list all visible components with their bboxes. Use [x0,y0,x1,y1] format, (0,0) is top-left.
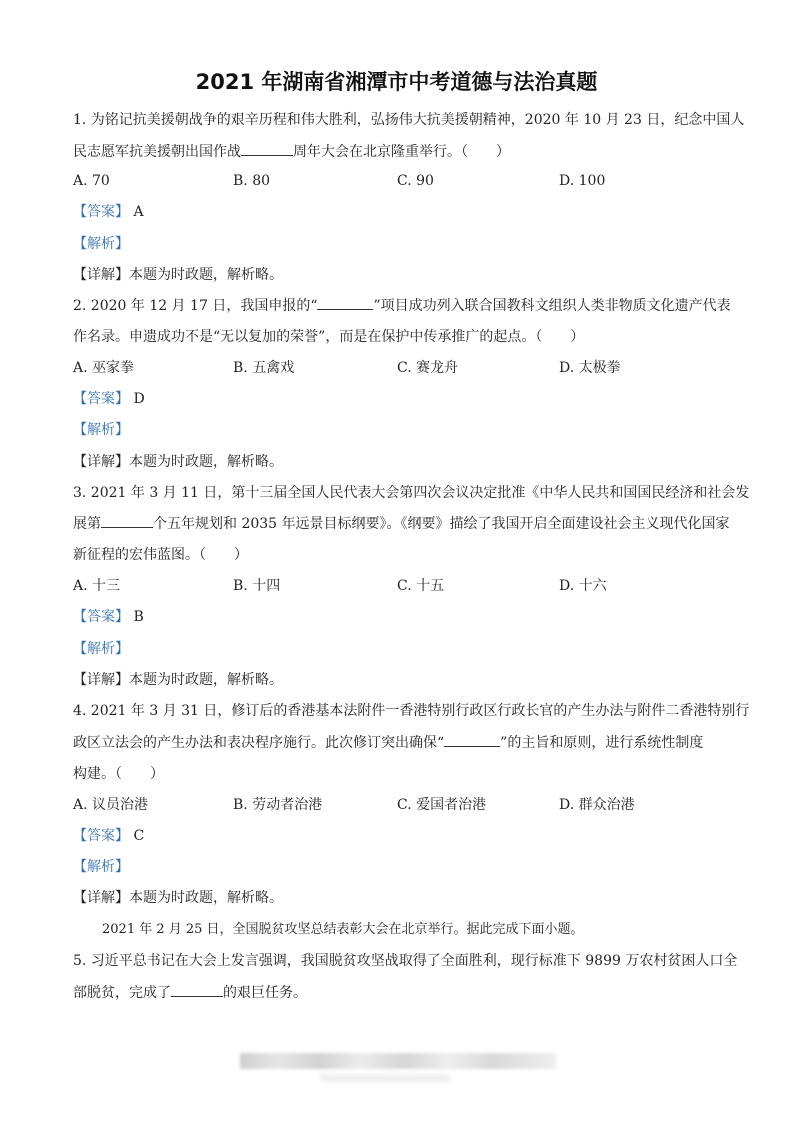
q4-stem-line-2: 政区立法会的产生办法和表决程序施行。此次修订突出确保“ ”的主旨和原则，进行系统性制度 [73,735,704,751]
q4-option-b: B. 劳动者治港 [233,797,323,813]
fill-blank [171,983,223,997]
q1-option-c: C. 90 [397,173,434,189]
fill-blank [241,142,293,156]
q1-option-d: D. 100 [559,173,606,189]
q5-stem-line-2: 部脱贫，完成了 的艰巨任务。 [73,985,307,1001]
q2-detail: 【详解】本题为时政题，解析略。 [73,454,283,470]
q2-analysis: 【解析】 [73,422,129,438]
q1-stem-line-2: 民志愿军抗美援朝出国作战 周年大会在北京隆重举行。（ ） [73,144,510,160]
q4-stem-line-1: 4. 2021 年 3 月 31 日，修订后的香港基本法附件一香港特别行政区行政长官的产生办法与附件二香港特别行 [73,703,750,719]
fill-blank [101,514,153,528]
blurred-footer-secondary [320,1074,450,1082]
fill-blank [444,733,500,747]
q3-stem-line-2: 展第 个五年规划和 2035 年远景目标纲要》。《纲要》描绘了我国开启全面建设社会主义现代化国家 [73,516,730,532]
q1-analysis: 【解析】 [73,236,129,252]
q1-option-a: A. 70 [73,173,110,189]
q3-stem-line-3: 新征程的宏伟蓝图。（ ） [73,547,248,563]
q2-stem-line-2: 作名录。申遗成功不是“无以复加的荣誉”，而是在保护中传承推广的起点。（ ） [73,329,585,345]
q3-stem-line-1: 3. 2021 年 3 月 11 日，第十三届全国人民代表大会第四次会议决定批准《中华人民共和国国民经济和社会发 [73,485,750,501]
q1-stem-line-1: 1. 为铭记抗美援朝战争的艰辛历程和伟大胜利，弘扬伟大抗美援朝精神，2020 年 10 月 23 日，纪念中国人 [73,112,745,128]
group-intro: 2021 年 2 月 25 日，全国脱贫攻坚总结表彰大会在北京举行。据此完成下面小题。 [102,922,584,937]
q3-answer: 【答案】 B [73,609,144,625]
q2-answer: 【答案】 D [73,391,145,407]
q1-option-b: B. 80 [233,173,271,189]
q3-option-c: C. 十五 [397,578,445,594]
q3-analysis: 【解析】 [73,641,129,657]
q3-detail: 【详解】本题为时政题，解析略。 [73,672,283,688]
q4-answer: 【答案】 C [73,828,145,844]
q2-stem-line-1: 2. 2020 年 12 月 17 日，我国申报的“ ”项目成功列入联合国教科文组织人类非物质文化遗产代表 [73,298,731,314]
fill-blank [317,296,373,310]
q4-stem-line-3: 构建。（ ） [73,766,164,782]
page-title: 2021 年湖南省湘潭市中考道德与法治真题 [195,70,598,94]
q1-detail: 【详解】本题为时政题，解析略。 [73,267,283,283]
q3-option-b: B. 十四 [233,578,281,594]
blurred-footer [240,1053,556,1069]
q2-option-a: A. 巫家拳 [73,360,135,376]
q4-option-d: D. 群众治港 [559,797,635,813]
q3-option-d: D. 十六 [559,578,607,594]
q5-stem-line-1: 5. 习近平总书记在大会上发言强调，我国脱贫攻坚战取得了全面胜利，现行标准下 9899 万农村贫困人口全 [73,953,738,969]
q4-option-c: C. 爱国者治港 [397,797,487,813]
q1-answer: 【答案】 A [73,204,144,220]
q4-detail: 【详解】本题为时政题，解析略。 [73,890,283,906]
q3-option-a: A. 十三 [73,578,121,594]
q4-option-a: A. 议员治港 [73,797,149,813]
q2-option-b: B. 五禽戏 [233,360,295,376]
q2-option-c: C. 赛龙舟 [397,360,459,376]
q4-analysis: 【解析】 [73,859,129,875]
q2-option-d: D. 太极拳 [559,360,621,376]
